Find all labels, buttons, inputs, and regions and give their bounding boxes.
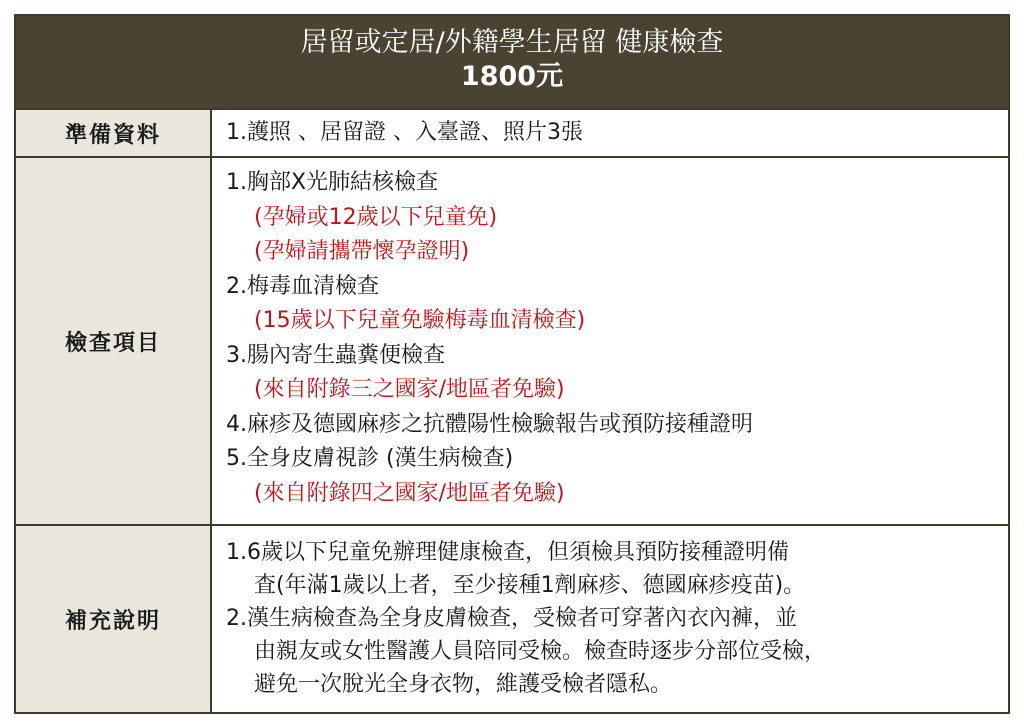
row-content-items: [212, 158, 1008, 524]
row-items: [16, 156, 1008, 524]
row-label-items: 檢查項目: [16, 158, 212, 524]
item-note: (來自附錄四之國家/地區者免驗): [254, 480, 565, 506]
item-line: 5.全身皮膚視診 (漢生病檢查): [226, 446, 514, 471]
health-check-table: [14, 14, 1010, 714]
item-note: (15歲以下兒童免驗梅毒血清檢查): [254, 308, 586, 333]
item-line: 1.胸部X光肺結核檢查: [226, 170, 439, 195]
item-note: (孕婦請攜帶懷孕證明): [254, 239, 470, 264]
row-content-documents: [212, 110, 1008, 156]
documents-text: 1.護照 、居留證 、入臺證、照片3張: [226, 119, 583, 145]
item-line: 4.麻疹及德國麻疹之抗體陽性檢驗報告或預防接種證明: [226, 411, 753, 437]
item-line: 2.梅毒血清檢查: [226, 273, 379, 299]
row-label-notes: 補充說明: [16, 526, 212, 712]
note-line: 2.漢生病檢查為全身皮膚檢查，受檢者可穿著內衣內褲，並: [226, 606, 797, 631]
item-line: 3.腸內寄生蟲糞便檢查: [226, 342, 445, 368]
row-notes: [16, 524, 1008, 712]
note-line: 査(年滿1歲以上者，至少接種1劑麻疹、德國麻疹疫苗)。: [254, 573, 806, 598]
note-line: 避免一次脫光全身衣物，維護受檢者隱私。: [254, 672, 673, 697]
table-header: [16, 16, 1008, 108]
row-documents: [16, 108, 1008, 156]
note-line: 1.6歲以下兒童免辦理健康檢查，但須檢具預防接種證明備: [226, 540, 789, 565]
row-content-notes: [212, 526, 1008, 712]
item-note: (來自附錄三之國家/地區者免驗): [254, 377, 565, 402]
note-line: 由親友或女性醫護人員陪同受檢。檢查時逐步分部位受檢，: [254, 639, 827, 664]
header-title: 居留或定居/外籍學生居留 健康檢查: [300, 27, 724, 58]
header-price: 1800元: [460, 61, 564, 92]
row-label-documents: 準備資料: [16, 110, 212, 156]
item-note: (孕婦或12歲以下兒童免): [254, 204, 498, 230]
